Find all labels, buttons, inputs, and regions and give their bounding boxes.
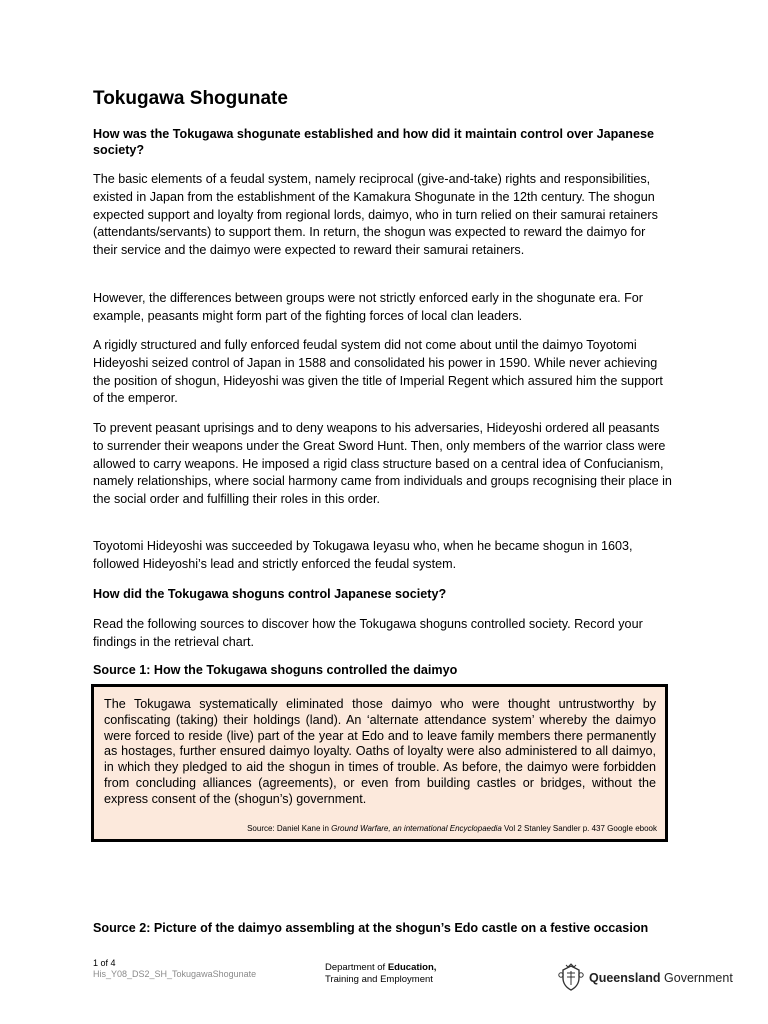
paragraph-2: However, the differences between groups were not strictly enforced early in the shogunate era. For example, peasants might form part of the fighting forces of local clan leaders. — [93, 291, 643, 323]
source-1-text: The Tokugawa systematically eliminated those daimyo who were thought untrustworthy by confiscating (taking) their holdings (land). An ‘alternate attendance system’ whereby the daimyo were forced to reside (live) part of the year at Edo and to leave family members there permanently as hostages, further ensured daimyo loyalty. Oaths of loyalty were also administered to all daimyo, in which they pledged to aid the shogun in times of trouble. As before, the daimyo were forbidden from concluding alliances (agreements), or even from building castles or bridges, without the express consent of the (shogun’s) government. — [104, 697, 656, 806]
citation-suffix: Vol 2 Stanley Sandler p. 437 Google ebook — [501, 824, 657, 833]
qld-rest: Government — [660, 971, 733, 985]
paragraph-3: A rigidly structured and fully enforced feudal system did not come about until the daimyo Toyotomi Hideyoshi seized control of Japan in 1588 and consolidated his power in 1590. While never achieving the position of shogun, Hideyoshi was given the title of Imperial Regent which assured him the support of the emperor. — [93, 338, 663, 406]
footer-page-info — [93, 958, 256, 980]
department-line-2: Training and Employment — [325, 974, 433, 985]
source-1-box — [91, 684, 668, 842]
dept-bold: Education, — [387, 962, 437, 973]
source-1-heading: Source 1: How the Tokugawa shoguns controlled the daimyo — [93, 663, 458, 677]
paragraph-1: The basic elements of a feudal system, namely reciprocal (give-and-take) rights and responsibilities, existed in Japan from the establishment of the Kamakura Shogunate in the 12th century. The shogun expected support and loyalty from regional lords, daimyo, who in turn relied on their samurai retainers (attendants/servants) to support them. In return, the shogun was expected to reward the daimyo for their service and the daimyo were expected to reward their samurai retainers. — [93, 172, 658, 258]
citation-prefix: Source: Daniel Kane in — [247, 824, 332, 833]
queensland-government-wordmark — [589, 971, 733, 985]
queensland-government-logo — [556, 963, 733, 993]
page-title: Tokugawa Shogunate — [93, 88, 288, 109]
crest-icon — [556, 963, 586, 993]
source-2-heading: Source 2: Picture of the daimyo assembling at the shogun’s Edo castle on a festive occasion — [93, 921, 649, 935]
source-1-citation — [247, 824, 657, 833]
question-heading-1: How was the Tokugawa shogunate established and how did it maintain control over Japanese society? — [93, 127, 654, 157]
page-number: 1 of 4 — [93, 958, 116, 968]
question-heading-2: How did the Tokugawa shoguns control Japanese society? — [93, 587, 447, 601]
department-line-1 — [325, 962, 436, 974]
instruction-text: Read the following sources to discover how the Tokugawa shoguns controlled society. Record your findings in the retrieval chart. — [93, 617, 643, 649]
paragraph-4: To prevent peasant uprisings and to deny weapons to his adversaries, Hideyoshi ordered all peasants to surrender their weapons under the Great Sword Hunt. Then, only members of the warrior class were allowed to carry weapons. He imposed a rigid class structure based on a central idea of Confucianism, namely relationships, where social harmony came from individuals and groups recognising their place in the social order and fulfilling their roles in this order. — [93, 421, 672, 507]
qld-bold: Queensland — [589, 971, 661, 985]
document-code: His_Y08_DS2_SH_TokugawaShogunate — [93, 969, 257, 979]
citation-title: Ground Warfare, an international Encyclopaedia — [331, 824, 502, 833]
dept-prefix: Department of — [325, 962, 388, 973]
department-logo — [325, 962, 436, 986]
paragraph-5: Toyotomi Hideyoshi was succeeded by Tokugawa Ieyasu who, when he became shogun in 1603, followed Hideyoshi’s lead and strictly enforced the feudal system. — [93, 539, 633, 571]
